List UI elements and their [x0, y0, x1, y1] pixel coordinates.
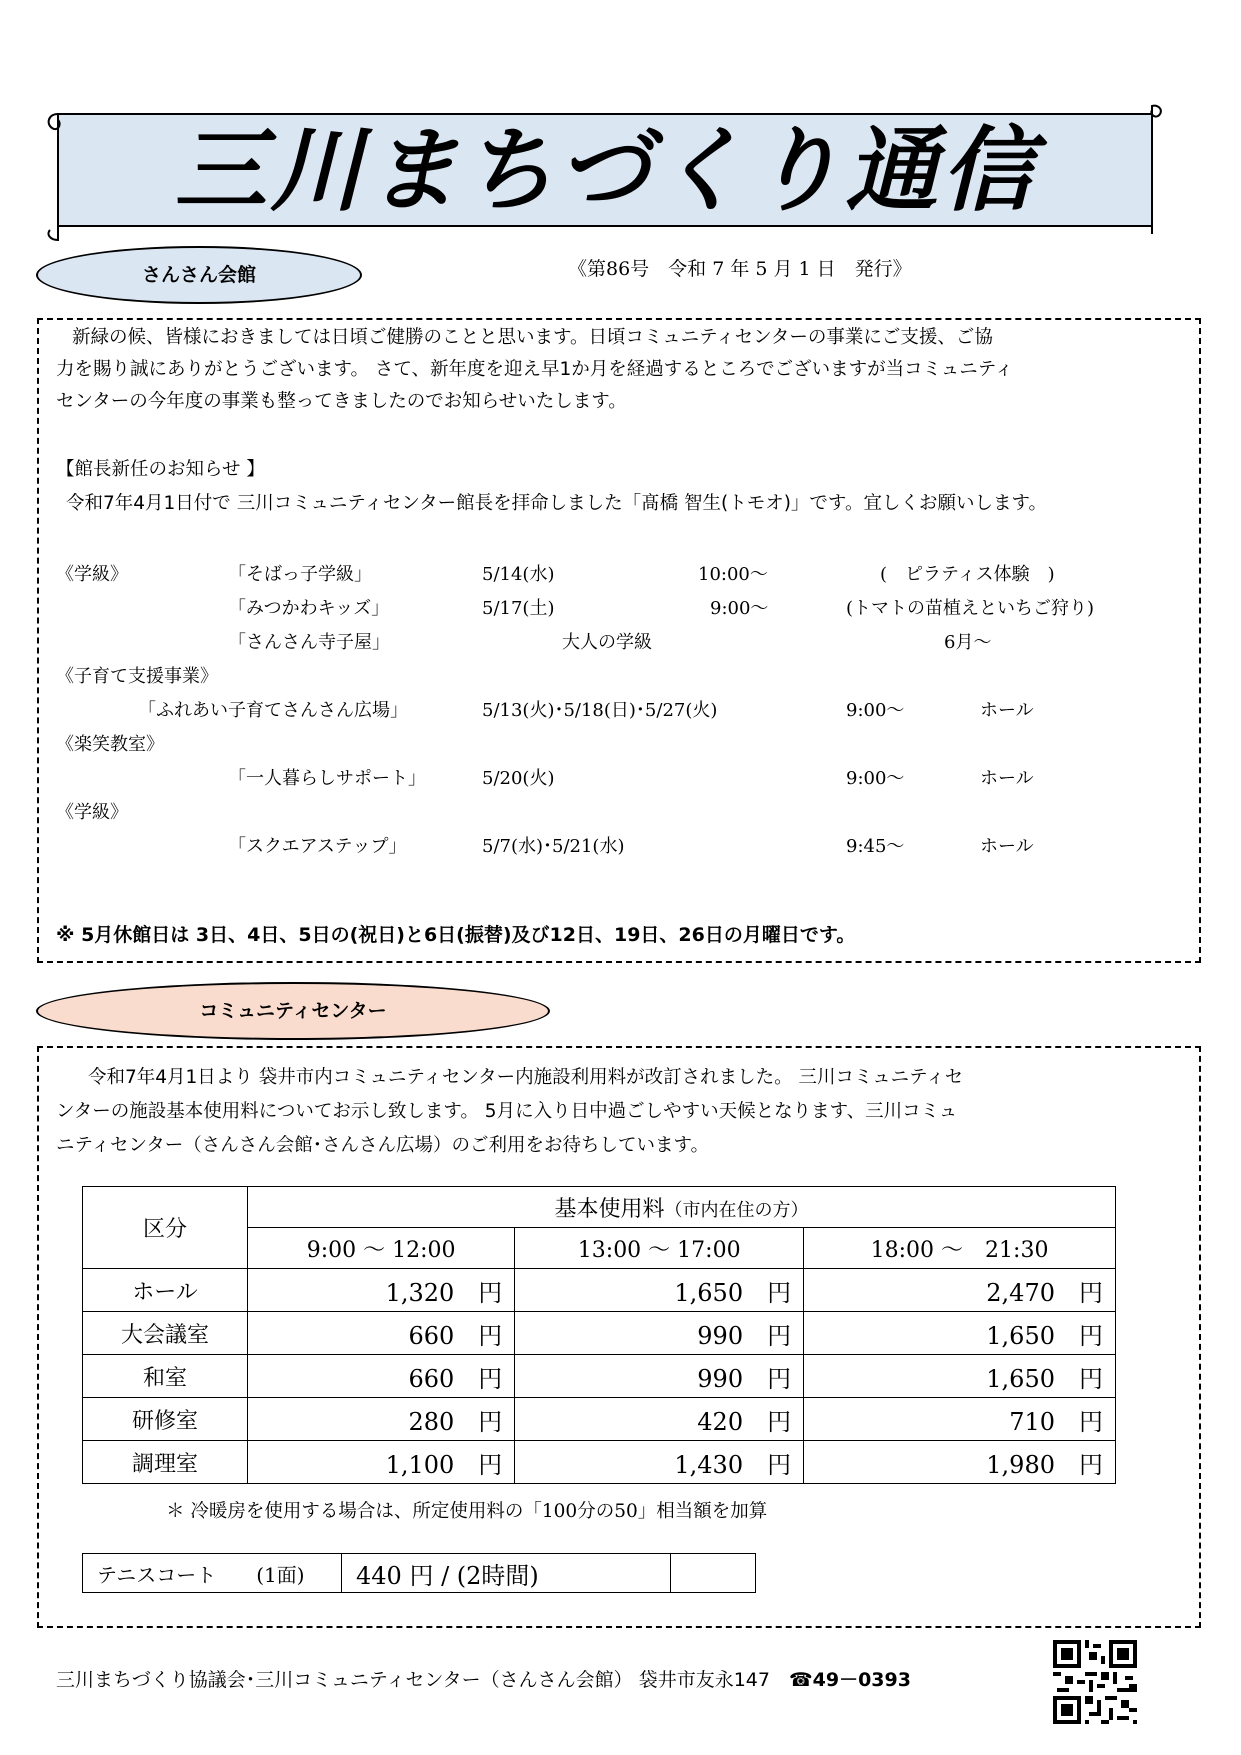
table-note: ＊ 冷暖房を使用する場合は、所定使用料の「100分の50」相当額を加算 — [166, 1501, 768, 1522]
section2-intro-line-2: ンターの施設基本使用料についてお示し致します。 5月に入り日中過ごしやすい天候となります、三川コミュ — [56, 1101, 958, 1122]
tennis-extra — [671, 1554, 756, 1593]
fee-table-col-label: 区分 — [83, 1187, 248, 1269]
tennis-label-cell — [83, 1554, 342, 1593]
fee-cell: 280 円 — [248, 1398, 515, 1441]
schedule-place: (トマトの苗植えといちご狩り) — [846, 598, 1095, 619]
tennis-label: テニスコート — [97, 1562, 217, 1587]
table-row — [83, 1312, 1116, 1355]
fee-cell: 990 円 — [515, 1312, 804, 1355]
fee-cell: 990 円 — [515, 1355, 804, 1398]
section-heading-sansan-kaikan: さんさん会館 — [36, 246, 362, 304]
section2-intro-line-3: ニティセンター（さんさん会館･さんさん広場）のご利用をお待ちしています。 — [56, 1135, 710, 1156]
schedule-place: ( ピラティス体験 ) — [880, 564, 1055, 585]
fee-header-note: （市内在住の方） — [664, 1199, 809, 1221]
intro-line-1: 新緑の候、皆様におきましては日頃ご健勝のことと思います。日頃コミュニティセンターの事業にご支援、ご協 — [72, 327, 993, 348]
schedule-time: 9:00～ — [710, 598, 769, 619]
schedule-date: 5/17(土) — [482, 598, 555, 619]
schedule-place: 6月～ — [944, 632, 992, 653]
room-name: 研修室 — [83, 1398, 248, 1441]
fee-cell: 1,430 円 — [515, 1441, 804, 1484]
table-row — [83, 1355, 1116, 1398]
table-row — [83, 1269, 1116, 1312]
room-name: 和室 — [83, 1355, 248, 1398]
section2-intro-line-1: 令和7年4月1日より 袋井市内コミュニティセンター内施設利用料が改訂されました。 三川コミュニティセ — [88, 1067, 964, 1088]
room-name: 調理室 — [83, 1441, 248, 1484]
room-name: ホール — [83, 1269, 248, 1312]
footer-address: 三川まちづくり協議会･三川コミュニティセンター（さんさん会館） 袋井市友永147 — [56, 1669, 770, 1691]
schedule-time: 9:00～ — [846, 768, 905, 789]
fee-cell: 660 円 — [248, 1312, 515, 1355]
newsletter-title: 三川まちづくり通信 — [174, 117, 1038, 224]
schedule-name: 「スクエアステップ」 — [228, 836, 407, 857]
room-name: 大会議室 — [83, 1312, 248, 1355]
fee-header-main: 基本使用料 — [554, 1196, 665, 1222]
fee-cell: 2,470 円 — [804, 1269, 1116, 1312]
section-heading-community-center: コミュニティセンター — [36, 982, 550, 1040]
time-slot-evening: 18:00 ～ 21:30 — [804, 1228, 1116, 1269]
table-row — [83, 1398, 1116, 1441]
qr-code-icon — [1053, 1640, 1137, 1724]
fee-cell: 1,100 円 — [248, 1441, 515, 1484]
schedule-name: 「みつかわキッズ」 — [228, 598, 390, 619]
fee-cell: 420 円 — [515, 1398, 804, 1441]
time-slot-morning: 9:00 ～ 12:00 — [248, 1228, 515, 1269]
issue-info: 《第86号 令和 7 年 5 月 1 日 発行》 — [568, 258, 912, 280]
fee-table — [82, 1186, 1116, 1484]
schedule-date: 5/20(火) — [482, 768, 555, 789]
director-title: 【館長新任のお知らせ 】 — [56, 459, 265, 480]
time-slot-afternoon: 13:00 ～ 17:00 — [515, 1228, 804, 1269]
schedule-name: 「さんさん寺子屋」 — [228, 632, 390, 653]
schedule-name: 「一人暮らしサポート」 — [228, 768, 426, 789]
schedule-category: 《子育て支援事業》 — [56, 666, 218, 687]
schedule-name: 「ふれあい子育てさんさん広場」 — [138, 700, 408, 721]
table-row — [83, 1441, 1116, 1484]
fee-cell: 710 円 — [804, 1398, 1116, 1441]
fee-cell: 1,650 円 — [804, 1312, 1116, 1355]
schedule-date: 大人の学級 — [562, 632, 652, 653]
schedule-place: ホール — [980, 836, 1034, 857]
fee-cell: 1,650 円 — [515, 1269, 804, 1312]
director-text: 令和7年4月1日付で 三川コミュニティセンター館長を拝命しました「髙橋 智生(トモオ)」です。宜しくお願いします。 — [66, 493, 1047, 514]
footer-phone: ☎49－0393 — [788, 1669, 911, 1691]
tennis-fee: 440 円 / (2時間) — [342, 1554, 671, 1593]
schedule-place: ホール — [980, 768, 1034, 789]
intro-line-3: センターの今年度の事業も整ってきましたのでお知らせいたします。 — [56, 391, 627, 412]
schedule-time: 9:45～ — [846, 836, 905, 857]
schedule-time: 10:00～ — [698, 564, 768, 585]
tennis-unit: (1面) — [256, 1562, 305, 1587]
footer-contact — [56, 1665, 911, 1692]
fee-cell: 1,650 円 — [804, 1355, 1116, 1398]
schedule-place: ホール — [980, 700, 1034, 721]
schedule-name: 「そばっ子学級」 — [228, 564, 372, 585]
intro-line-2: 力を賜り誠にありがとうございます。 さて、新年度を迎え早1か月を経過するところでございますが当コミュニティ — [56, 359, 1014, 380]
schedule-category: 《学級》 — [56, 802, 128, 823]
schedule-date: 5/14(水) — [482, 564, 555, 585]
fee-cell: 660 円 — [248, 1355, 515, 1398]
fee-cell: 1,980 円 — [804, 1441, 1116, 1484]
schedule-date: 5/13(火)･5/18(日)･5/27(火) — [482, 700, 718, 721]
schedule-date: 5/7(水)･5/21(水) — [482, 836, 625, 857]
schedule-time: 9:00～ — [846, 700, 905, 721]
fee-table-header — [248, 1187, 1116, 1228]
schedule-category: 《学級》 — [56, 564, 128, 585]
fee-cell: 1,320 円 — [248, 1269, 515, 1312]
tennis-court-table — [82, 1553, 756, 1593]
closed-days-notice: ※ 5月休館日は 3日、4日、5日の(祝日)と6日(振替)及び12日、19日、26日の月曜日です。 — [56, 924, 856, 946]
schedule-category: 《楽笑教室》 — [56, 734, 164, 755]
